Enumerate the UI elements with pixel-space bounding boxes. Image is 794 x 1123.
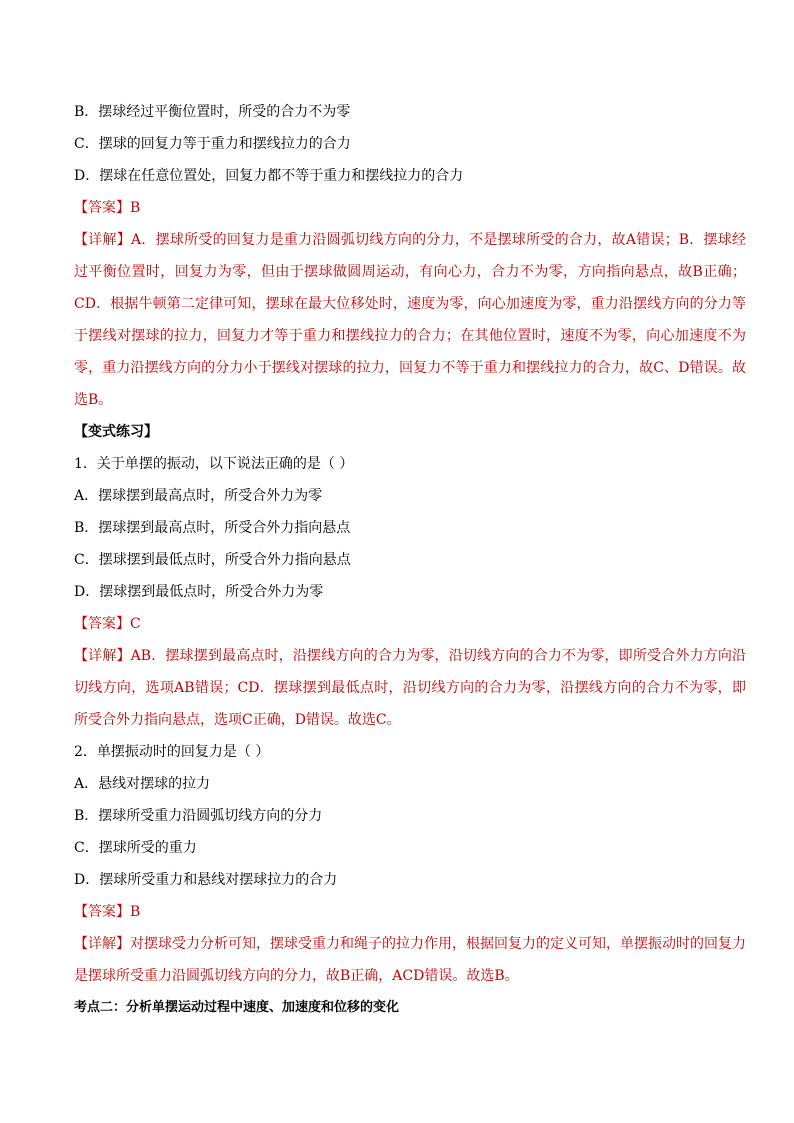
- q0-answer: 【答案】B: [74, 200, 141, 216]
- q2-option-b: B．摆球所受重力沿圆弧切线方向的分力: [74, 808, 323, 824]
- q1-option-b: B．摆球摆到最高点时，所受合外力指向悬点: [74, 520, 351, 536]
- q1-option-a: A．摆球摆到最高点时，所受合外力为零: [74, 488, 323, 504]
- q1-option-d: D．摆球摆到最低点时，所受合外力为零: [74, 584, 324, 600]
- q0-option-b: B．摆球经过平衡位置时，所受的合力不为零: [74, 104, 351, 120]
- topic2-heading: 考点二：分析单摆运动过程中速度、加速度和位移的变化: [74, 1000, 400, 1015]
- q1-answer: 【答案】C: [74, 616, 141, 632]
- q2-stem: 2．单摆振动时的回复力是（ ）: [74, 744, 270, 760]
- q2-option-d: D．摆球所受重力和悬线对摆球拉力的合力: [74, 872, 338, 888]
- q0-option-d: D．摆球在任意位置处，回复力都不等于重力和摆线拉力的合力: [74, 168, 464, 184]
- q2-option-a: A．悬线对摆球的拉力: [74, 776, 211, 792]
- q2-option-c: C．摆球所受的重力: [74, 840, 197, 856]
- page-content: [74, 96, 746, 1024]
- q1-stem: 1．关于单摆的振动，以下说法正确的是（ ）: [74, 456, 354, 472]
- q1-option-c: C．摆球摆到最低点时，所受合外力指向悬点: [74, 552, 351, 568]
- q0-option-c: C．摆球的回复力等于重力和摆线拉力的合力: [74, 136, 351, 152]
- q2-answer: 【答案】B: [74, 904, 141, 920]
- q0-detail: 【详解】A．摆球所受的回复力是重力沿圆弧切线方向的分力，不是摆球所受的合力，故A错误；B．摆球经过平衡位置时，回复力为零，但由于摆球做圆周运动，有向心力，合力不为零，方向指向悬点，故B正确；CD．根据牛顿第二定律可知，摆球在最大位移处时，速度为零，向心加速度为零，重力沿摆线方向的分力等于摆线对摆球的拉力，回复力才等于重力和摆线拉力的合力；在其他位置时，速度不为零，向心加速度不为零，重力沿摆线方向的分力小于摆线对摆球的拉力，回复力不等于重力和摆线拉力的合力，故C、D错误。故选B。: [74, 232, 746, 408]
- q1-detail: 【详解】AB．摆球摆到最高点时，沿摆线方向的合力为零，沿切线方向的合力不为零，即所受合外力方向沿切线方向，选项AB错误；CD．摆球摆到最低点时，沿切线方向的合力为零，沿摆线方向的合力不为零，即所受合外力指向悬点，选项C正确，D错误。故选C。: [74, 648, 746, 728]
- practice-title: 【变式练习】: [74, 424, 158, 440]
- q2-detail: 【详解】对摆球受力分析可知，摆球受重力和绳子的拉力作用，根据回复力的定义可知，单摆振动时的回复力是摆球所受重力沿圆弧切线方向的分力，故B正确，ACD错误。故选B。: [74, 936, 746, 984]
